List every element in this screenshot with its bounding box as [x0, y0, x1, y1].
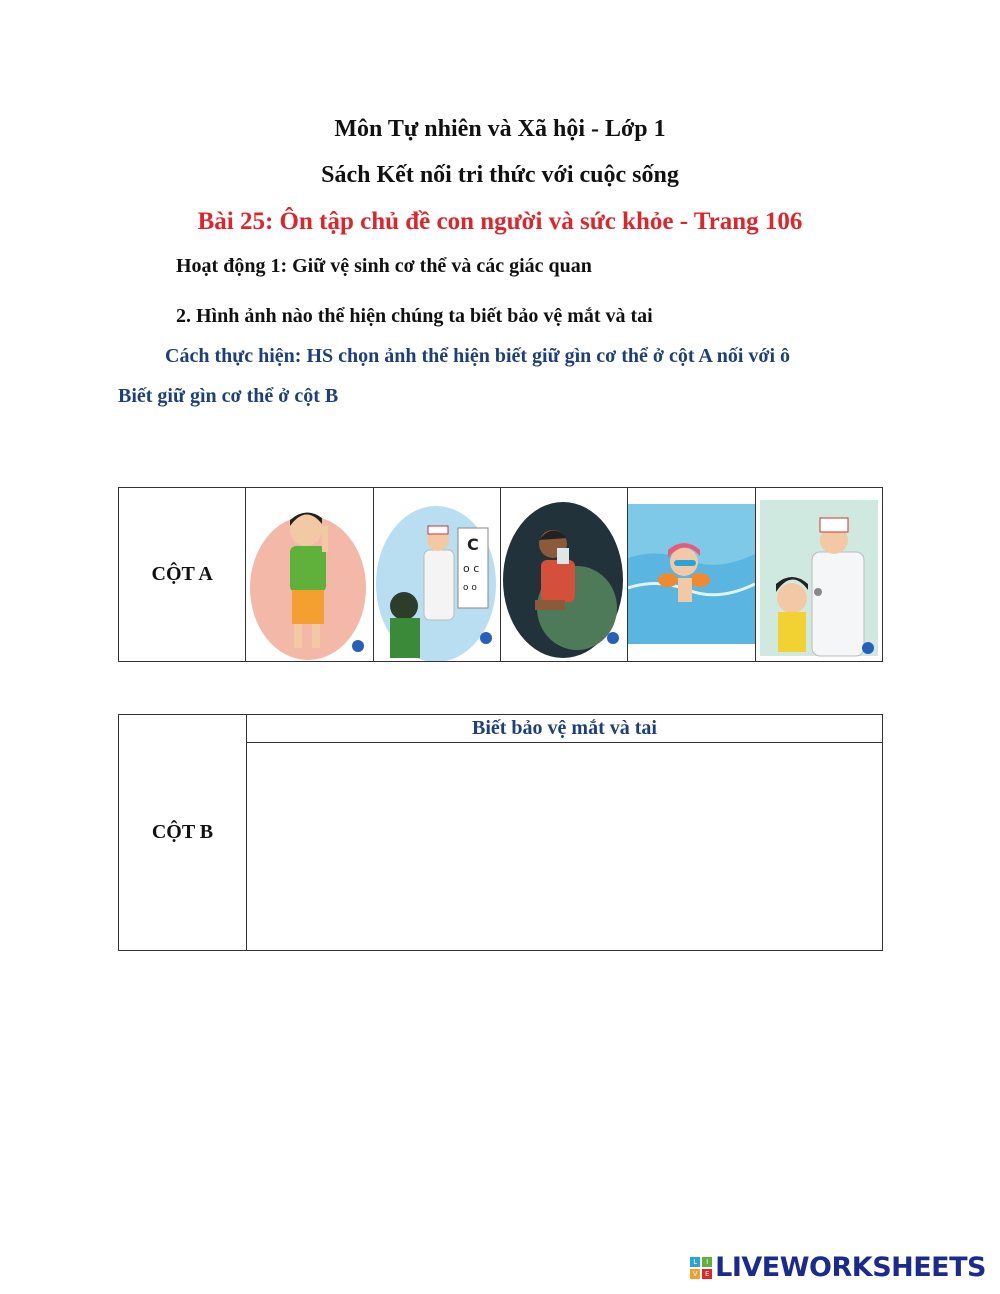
brand-name: LIVEWORKSHEETS — [715, 1252, 986, 1283]
svg-text:C: C — [466, 535, 479, 554]
image-option-1[interactable] — [246, 488, 373, 661]
book-title: Sách Kết nối tri thức với cuộc sống — [321, 162, 679, 188]
liveworksheets-logo-icon: L I V E — [690, 1257, 712, 1279]
svg-text:o c: o c — [462, 562, 479, 575]
column-b-heading: Biết bảo vệ mắt và tai — [247, 715, 882, 743]
image-option-5[interactable] — [756, 488, 882, 661]
column-a-table — [118, 487, 883, 662]
image-option-4[interactable] — [628, 488, 755, 661]
column-b-table — [118, 714, 883, 951]
column-b-label: CỘT B — [119, 715, 247, 950]
question-text: 2. Hình ảnh nào thể hiện chúng ta biết bảo vệ mắt và tai — [176, 305, 653, 327]
column-b-answer-area — [247, 715, 882, 950]
instruction-line-2: Biết giữ gìn cơ thể ở cột B — [118, 385, 339, 407]
boy-reading-dark-icon — [501, 488, 628, 661]
doctor-checking-ear-icon — [756, 488, 882, 661]
answer-drop-zone[interactable] — [247, 743, 882, 950]
image-option-2[interactable] — [374, 488, 501, 661]
footer-brand — [690, 1252, 986, 1283]
boy-cleaning-ear-icon — [246, 488, 373, 661]
column-a-label: CỘT A — [119, 488, 246, 661]
svg-text:o o: o o — [462, 583, 477, 593]
eye-chart-doctor-icon — [374, 488, 501, 661]
subject-title: Môn Tự nhiên và Xã hội - Lớp 1 — [334, 116, 666, 142]
girl-swimming-icon — [628, 488, 755, 661]
instruction-line-1: Cách thực hiện: HS chọn ảnh thể hiện biết giữ gìn cơ thể ở cột A nối với ô — [165, 345, 791, 367]
image-option-3[interactable] — [501, 488, 628, 661]
activity-heading: Hoạt động 1: Giữ vệ sinh cơ thể và các giác quan — [176, 255, 592, 277]
lesson-title: Bài 25: Ôn tập chủ đề con người và sức khỏe - Trang 106 — [197, 208, 803, 235]
